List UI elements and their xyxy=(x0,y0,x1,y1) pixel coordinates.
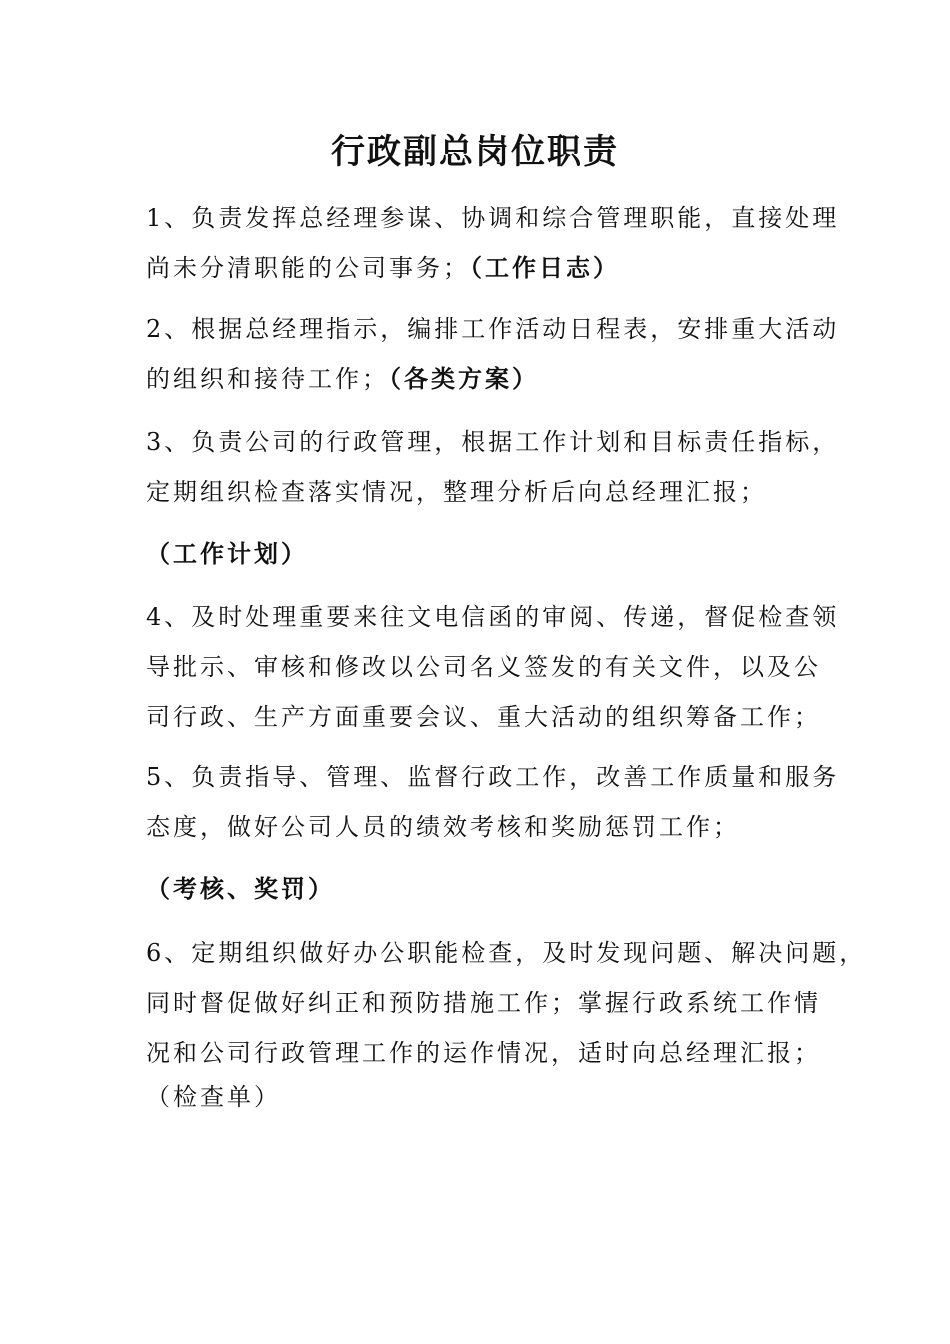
duty-item-2 xyxy=(146,304,840,404)
duty-item-4-line-1: 4、及时处理重要来往文电信函的审阅、传递，督促检查领 xyxy=(146,603,840,631)
duty-item-1-line-1: 1、负责发挥总经理参谋、协调和综合管理职能，直接处理 xyxy=(146,204,840,232)
duty-item-3-line-1: 3、负责公司的行政管理，根据工作计划和目标责任指标， xyxy=(146,428,840,456)
document-title: 行政副总岗位职责 xyxy=(331,132,619,172)
duty-item-4-line-2: 导批示、审核和修改以公司名义签发的有关文件，以及公 xyxy=(146,653,821,681)
duty-item-6-tag: （检查单） xyxy=(146,1083,281,1111)
duty-item-5-tag: （考核、奖罚） xyxy=(146,874,335,903)
duty-item-5-line-2: 态度，做好公司人员的绩效考核和奖励惩罚工作； xyxy=(146,813,740,841)
duty-item-6-line-1: 6、定期组织做好办公职能检查，及时发现问题、解决问题， xyxy=(146,939,867,967)
duty-item-5 xyxy=(146,752,840,852)
duty-item-4 xyxy=(146,592,840,742)
duty-item-2-line-2: 的组织和接待工作；（各类方案） xyxy=(146,364,539,393)
duty-item-4-line-3: 司行政、生产方面重要会议、重大活动的组织筹备工作； xyxy=(146,703,821,731)
duty-item-3 xyxy=(146,417,840,517)
duty-item-1-line-2: 尚未分清职能的公司事务；（工作日志） xyxy=(146,253,620,282)
duty-item-3-line-2: 定期组织检查落实情况，整理分析后向总经理汇报； xyxy=(146,478,767,506)
duty-item-2-line-1: 2、根据总经理指示，编排工作活动日程表，安排重大活动 xyxy=(146,315,840,343)
duty-item-6-line-2: 同时督促做好纠正和预防措施工作；掌握行政系统工作情 xyxy=(146,989,821,1017)
duty-item-1-tag: （工作日志） xyxy=(470,253,620,282)
duty-item-6 xyxy=(146,928,867,1078)
duty-item-2-tag: （各类方案） xyxy=(389,364,539,393)
duty-item-6-line-3: 况和公司行政管理工作的运作情况，适时向总经理汇报； xyxy=(146,1039,821,1067)
duty-item-5-line-1: 5、负责指导、管理、监督行政工作，改善工作质量和服务 xyxy=(146,763,840,791)
duty-item-3-tag: （工作计划） xyxy=(146,539,308,568)
duty-item-1 xyxy=(146,193,840,293)
